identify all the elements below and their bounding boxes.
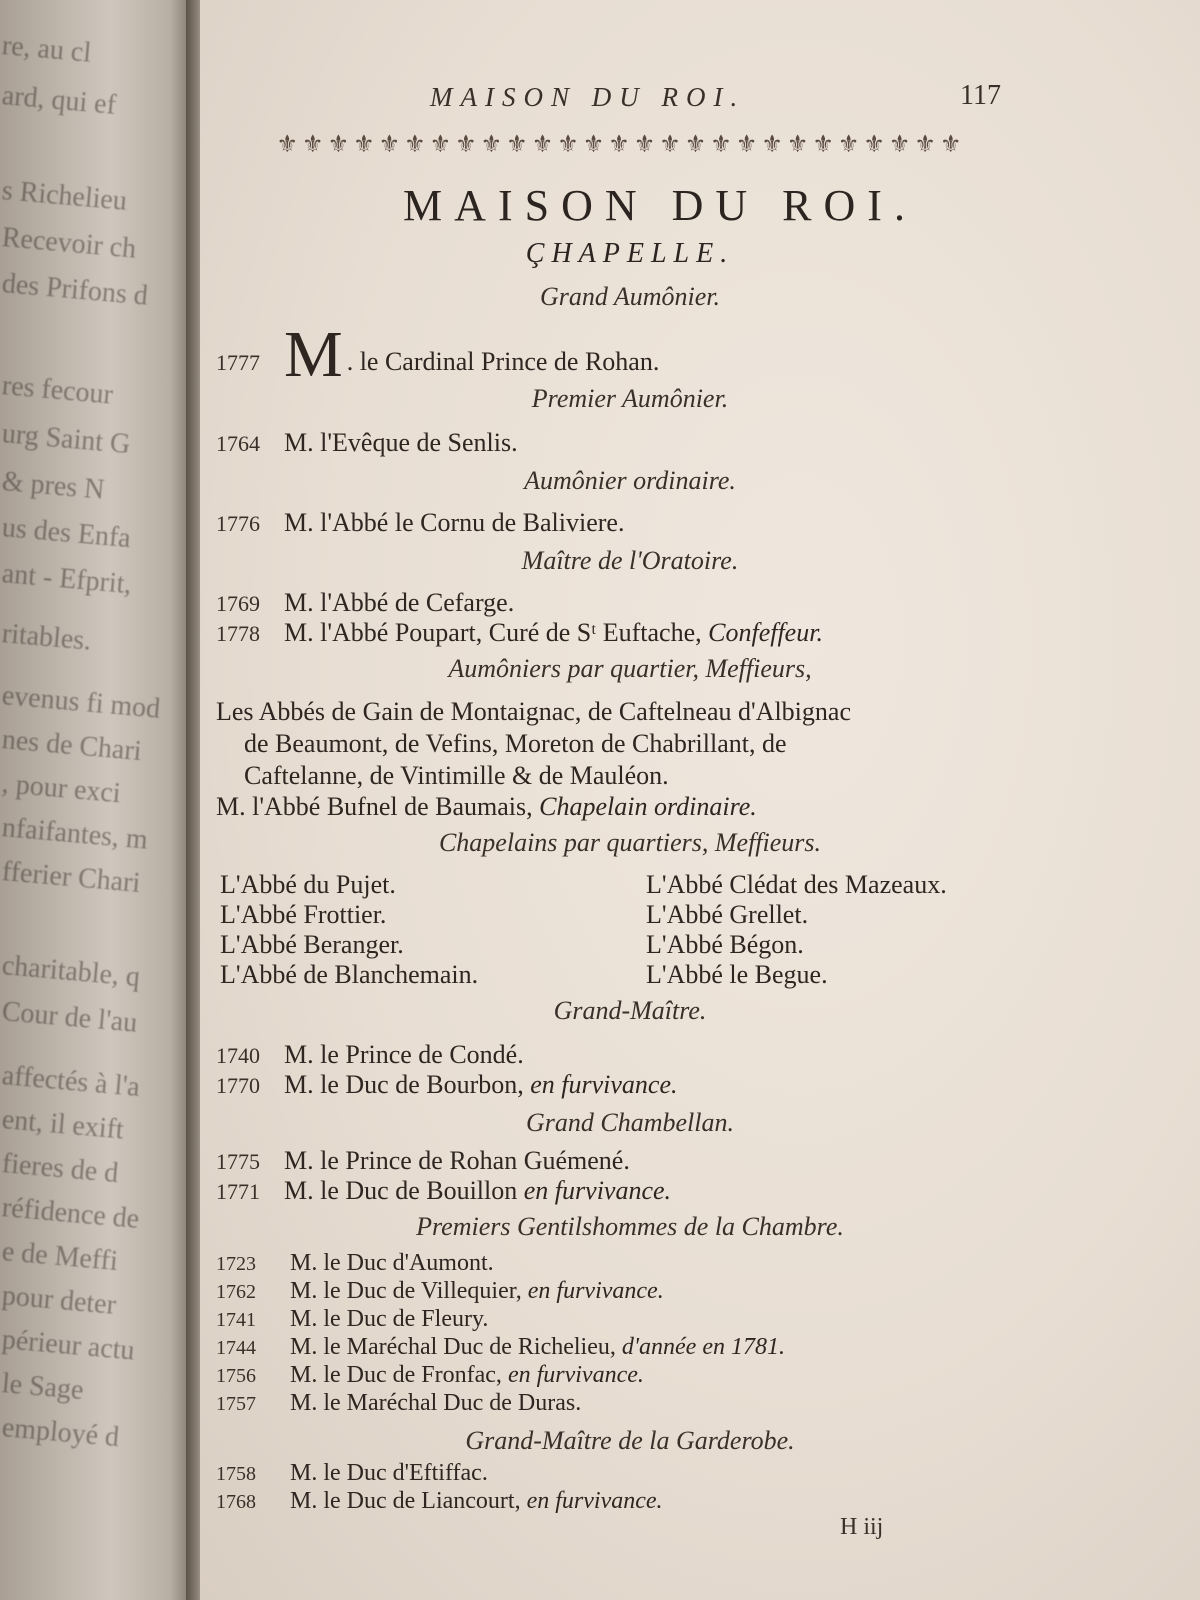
entry-year: 1775 <box>216 1149 260 1174</box>
left-page-line: Cour de l'au <box>0 996 139 1039</box>
entry <box>216 1488 663 1515</box>
running-head: MAISON DU ROI. <box>430 82 746 112</box>
left-page-line: ent, il exift <box>0 1104 126 1146</box>
chapelains-right-column <box>646 870 947 990</box>
left-page-line: charitable, q <box>0 950 142 994</box>
entry-year: 1740 <box>216 1043 260 1068</box>
page-number: 117 <box>960 80 1001 111</box>
entry <box>216 1146 630 1176</box>
entry-role: Confeffeur. <box>708 618 823 647</box>
fleur-de-lis-ornament-band: ⚜⚜⚜⚜⚜⚜⚜⚜⚜⚜⚜⚜⚜⚜⚜⚜⚜⚜⚜⚜⚜⚜⚜⚜⚜⚜⚜ <box>276 132 966 158</box>
drop-initial: M <box>284 318 343 391</box>
entry-year: 1764 <box>216 431 260 456</box>
entry-text: M. le Duc de Villequier, <box>290 1278 528 1304</box>
entry <box>216 1460 488 1487</box>
left-page-line: evenus fi mod <box>0 680 162 725</box>
entry <box>216 1176 671 1206</box>
section-title: ÇHAPELLE. <box>525 238 735 269</box>
entry <box>216 1250 494 1277</box>
entry-text: M. le Duc de Fronfac, <box>290 1362 508 1388</box>
left-page-line: le Sage <box>0 1368 85 1407</box>
entry-year: 1744 <box>216 1337 256 1359</box>
entry-note: en furvivance. <box>523 1176 672 1205</box>
left-page-line: affectés à l'a <box>0 1060 142 1103</box>
office-heading: Grand Aumônier. <box>539 282 721 311</box>
left-page-line: pour deter <box>0 1280 118 1321</box>
entry-text: M. le Duc de Fleury. <box>290 1306 489 1332</box>
entry-year: 1741 <box>216 1309 256 1331</box>
entry <box>216 1040 524 1070</box>
left-page-line: res fecour <box>0 370 115 411</box>
left-page-line: urg Saint G <box>0 418 132 461</box>
entry-text: M. le Duc de Bourbon, <box>284 1070 531 1099</box>
entry-role: Chapelain ordinaire. <box>539 792 757 821</box>
chapelain-name: L'Abbé Bégon. <box>646 930 804 959</box>
left-page-line: réfidence de <box>0 1192 141 1235</box>
left-page-line: us des Enfa <box>0 512 132 555</box>
aumoniers-paragraph <box>216 696 1046 792</box>
office-heading: Aumôniers par quartier, Meffieurs, <box>448 654 812 683</box>
entry <box>216 318 660 391</box>
office-heading: Premier Aumônier. <box>531 384 729 413</box>
entry-note: en furvivance. <box>526 1488 663 1514</box>
signature-mark: H iij <box>840 1514 884 1540</box>
paragraph-line: Les Abbés de Gain de Montaignac, de Caftelneau d'Albignac <box>216 697 851 726</box>
entry <box>216 792 757 822</box>
entry <box>216 428 518 458</box>
left-page-line: ant - Efprit, <box>0 558 133 601</box>
entry-year: 1771 <box>216 1179 260 1204</box>
entry-year: 1768 <box>216 1491 256 1513</box>
office-heading: Maître de l'Oratoire. <box>521 546 739 575</box>
office-heading: Grand Chambellan. <box>526 1108 734 1137</box>
chapelain-name: L'Abbé Beranger. <box>220 930 404 959</box>
office-heading: Chapelains par quartiers, Meffieurs. <box>438 828 822 857</box>
office-heading: Grand-Maître de la Garderobe. <box>465 1426 795 1455</box>
entry-note: en furvivance. <box>530 1070 678 1099</box>
book-page <box>200 0 1200 1600</box>
entry-text: M. le Duc de Bouillon <box>284 1176 524 1205</box>
entry-text: M. le Maréchal Duc de Duras. <box>290 1390 582 1416</box>
entry-text: M. le Maréchal Duc de Richelieu, <box>290 1334 622 1360</box>
entry-year: 1723 <box>216 1253 256 1275</box>
entry-text: M. le Duc d'Aumont. <box>290 1250 494 1276</box>
entry-text: M. le Duc de Liancourt, <box>290 1488 527 1514</box>
entry-text: M. le Prince de Condé. <box>284 1040 524 1069</box>
chapelain-name: L'Abbé le Begue. <box>646 960 828 989</box>
chapelain-name: L'Abbé Clédat des Mazeaux. <box>646 870 947 899</box>
entry-note: d'année en 1781. <box>621 1334 785 1360</box>
chapelain-name: L'Abbé de Blanchemain. <box>220 960 479 989</box>
left-page-line: ard, qui ef <box>0 80 118 121</box>
page-title: MAISON DU ROI. <box>403 181 917 230</box>
left-page-line: s Richelieu <box>0 175 129 217</box>
entry-text: M. l'Abbé Poupart, Curé de Sᵗ Euftache, <box>284 618 709 647</box>
left-page-line: périeur actu <box>0 1324 136 1367</box>
left-page-line: employé d <box>0 1412 121 1454</box>
entry-year: 1777 <box>216 350 260 375</box>
paragraph-line: de Beaumont, de Vefins, Moreton de Chabrillant, de <box>244 729 787 758</box>
entry <box>216 1070 678 1100</box>
entry-note: en furvivance. <box>527 1278 664 1304</box>
left-page-line: Recevoir ch <box>0 222 138 265</box>
paragraph-line: Caftelanne, de Vintimille & de Mauléon. <box>244 761 669 790</box>
left-page-line: fieres de d <box>0 1148 120 1190</box>
entry-text: M. le Duc d'Eftiffac. <box>290 1460 488 1486</box>
entry-text: M. l'Abbé le Cornu de Baliviere. <box>284 508 625 537</box>
entry <box>216 588 514 618</box>
entry-year: 1776 <box>216 511 260 536</box>
office-heading: Grand-Maître. <box>553 996 707 1025</box>
chapelains-left-column <box>220 870 478 990</box>
entry-note: en furvivance. <box>507 1362 644 1388</box>
left-facing-page <box>0 0 200 1600</box>
entry <box>216 618 823 648</box>
left-page-line: nfaifantes, m <box>0 812 150 856</box>
entry-text: M. le Prince de Rohan Guémené. <box>284 1146 630 1175</box>
entry <box>216 1390 581 1417</box>
entry <box>216 1334 785 1361</box>
entry-year: 1762 <box>216 1281 256 1303</box>
entry-year: 1757 <box>216 1393 256 1415</box>
entry-year: 1769 <box>216 591 260 616</box>
left-page-line: , pour exci <box>0 768 122 810</box>
office-heading: Premiers Gentilshommes de la Chambre. <box>416 1212 844 1241</box>
entry-text: . le Cardinal Prince de Rohan. <box>346 347 660 376</box>
entry <box>216 1362 644 1389</box>
left-page-line: re, au cl <box>0 30 93 69</box>
entry-year: 1758 <box>216 1463 256 1485</box>
entry-text: M. l'Evêque de Senlis. <box>284 428 518 457</box>
entry-year: 1778 <box>216 621 260 646</box>
left-page-line: des Prifons d <box>0 268 150 312</box>
left-page-line: nes de Chari <box>0 724 143 768</box>
left-page-line: fferier Chari <box>0 856 142 900</box>
entry-year: 1770 <box>216 1073 260 1098</box>
entry <box>216 1306 488 1333</box>
entry-text: M. l'Abbé Bufnel de Baumais, <box>216 792 540 821</box>
left-page-line: ritables. <box>0 618 93 657</box>
chapelain-name: L'Abbé Frottier. <box>220 900 387 929</box>
entry-year: 1756 <box>216 1365 256 1387</box>
entry-text: M. l'Abbé de Cefarge. <box>284 588 515 617</box>
chapelain-name: L'Abbé Grellet. <box>646 900 809 929</box>
left-page-line: & pres N <box>0 466 106 506</box>
office-heading: Aumônier ordinaire. <box>524 466 736 495</box>
left-page-line: e de Meffi <box>0 1236 120 1278</box>
chapelain-name: L'Abbé du Pujet. <box>220 870 396 899</box>
entry <box>216 508 624 538</box>
entry <box>216 1278 664 1305</box>
